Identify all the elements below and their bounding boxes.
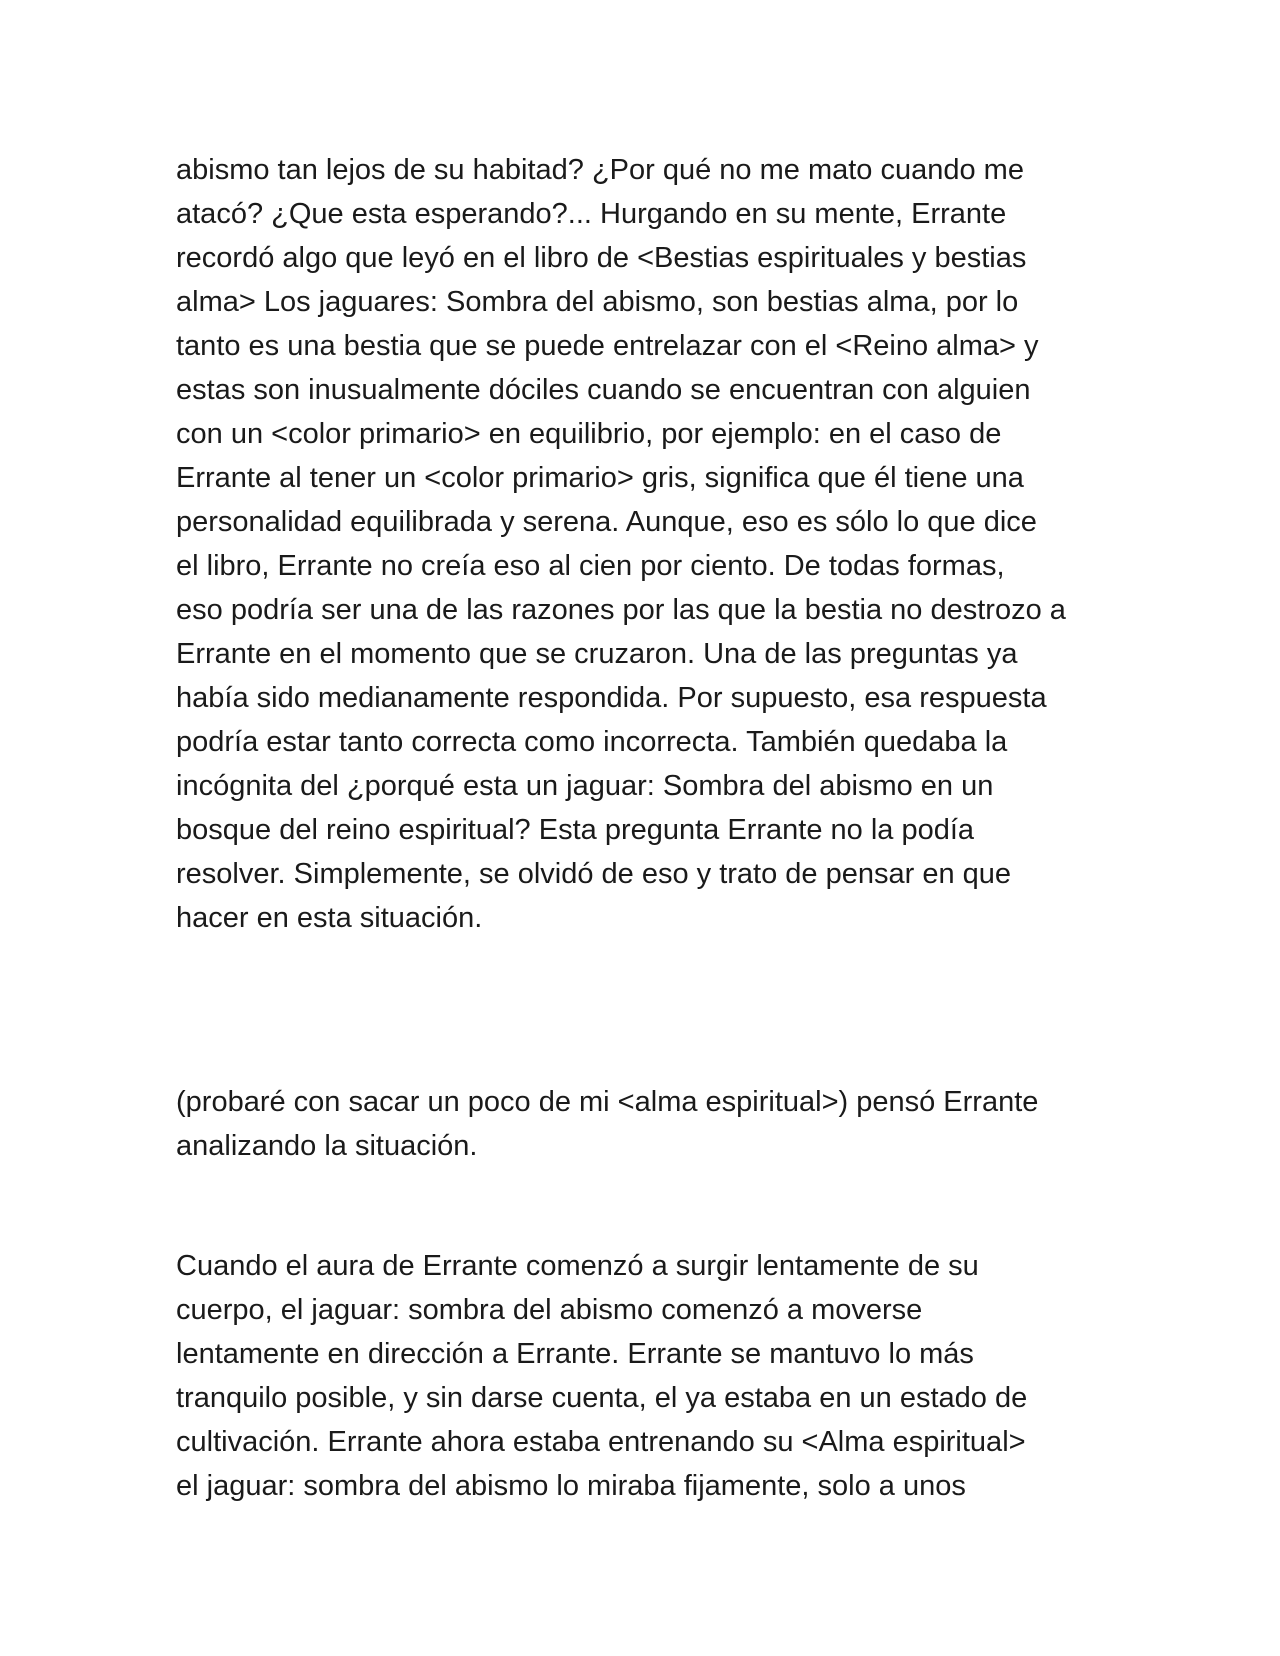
text-line: recordó algo que leyó en el libro de <Bestias espirituales y bestias xyxy=(176,242,1027,274)
text-line: bosque del reino espiritual? Esta pregunta Errante no la podía xyxy=(176,814,975,846)
text-line: analizando la situación. xyxy=(176,1130,478,1162)
text-line: Errante en el momento que se cruzaron. Una de las preguntas ya xyxy=(176,638,1018,670)
text-line: resolver. Simplemente, se olvidó de eso y trato de pensar en que xyxy=(176,858,1012,890)
text-line: alma> Los jaguares: Sombra del abismo, son bestias alma, por lo xyxy=(176,286,1019,318)
text-line: Cuando el aura de Errante comenzó a surgir lentamente de su xyxy=(176,1250,979,1282)
text-line: abismo tan lejos de su habitad? ¿Por qué no me mato cuando me xyxy=(176,154,1024,186)
text-line: tranquilo posible, y sin darse cuenta, el ya estaba en un estado de xyxy=(176,1382,1028,1414)
text-line: el jaguar: sombra del abismo lo miraba fijamente, solo a unos xyxy=(176,1470,966,1502)
text-line: (probaré con sacar un poco de mi <alma espiritual>) pensó Errante xyxy=(176,1086,1039,1118)
text-line: personalidad equilibrada y serena. Aunque, eso es sólo lo que dice xyxy=(176,506,1037,538)
text-line: atacó? ¿Que esta esperando?... Hurgando en su mente, Errante xyxy=(176,198,1007,230)
text-line: cuerpo, el jaguar: sombra del abismo comenzó a moverse xyxy=(176,1294,923,1326)
paragraph-1 xyxy=(176,148,1136,940)
text-line: incógnita del ¿porqué esta un jaguar: Sombra del abismo en un xyxy=(176,770,994,802)
text-line: cultivación. Errante ahora estaba entrenando su <Alma espiritual> xyxy=(176,1426,1026,1458)
text-line: con un <color primario> en equilibrio, por ejemplo: en el caso de xyxy=(176,418,1002,450)
text-line: el libro, Errante no creía eso al cien por ciento. De todas formas, xyxy=(176,550,1005,582)
paragraph-3 xyxy=(176,1244,1136,1508)
text-line: eso podría ser una de las razones por las que la bestia no destrozo a xyxy=(176,594,1066,626)
text-line: había sido medianamente respondida. Por supuesto, esa respuesta xyxy=(176,682,1047,714)
paragraph-2 xyxy=(176,1080,1136,1168)
text-line: Errante al tener un <color primario> gris, significa que él tiene una xyxy=(176,462,1024,494)
text-line: lentamente en dirección a Errante. Errante se mantuvo lo más xyxy=(176,1338,974,1370)
text-line: hacer en esta situación. xyxy=(176,902,483,934)
text-line: tanto es una bestia que se puede entrelazar con el <Reino alma> y xyxy=(176,330,1039,362)
text-line: estas son inusualmente dóciles cuando se encuentran con alguien xyxy=(176,374,1031,406)
text-line: podría estar tanto correcta como incorrecta. También quedaba la xyxy=(176,726,1008,758)
